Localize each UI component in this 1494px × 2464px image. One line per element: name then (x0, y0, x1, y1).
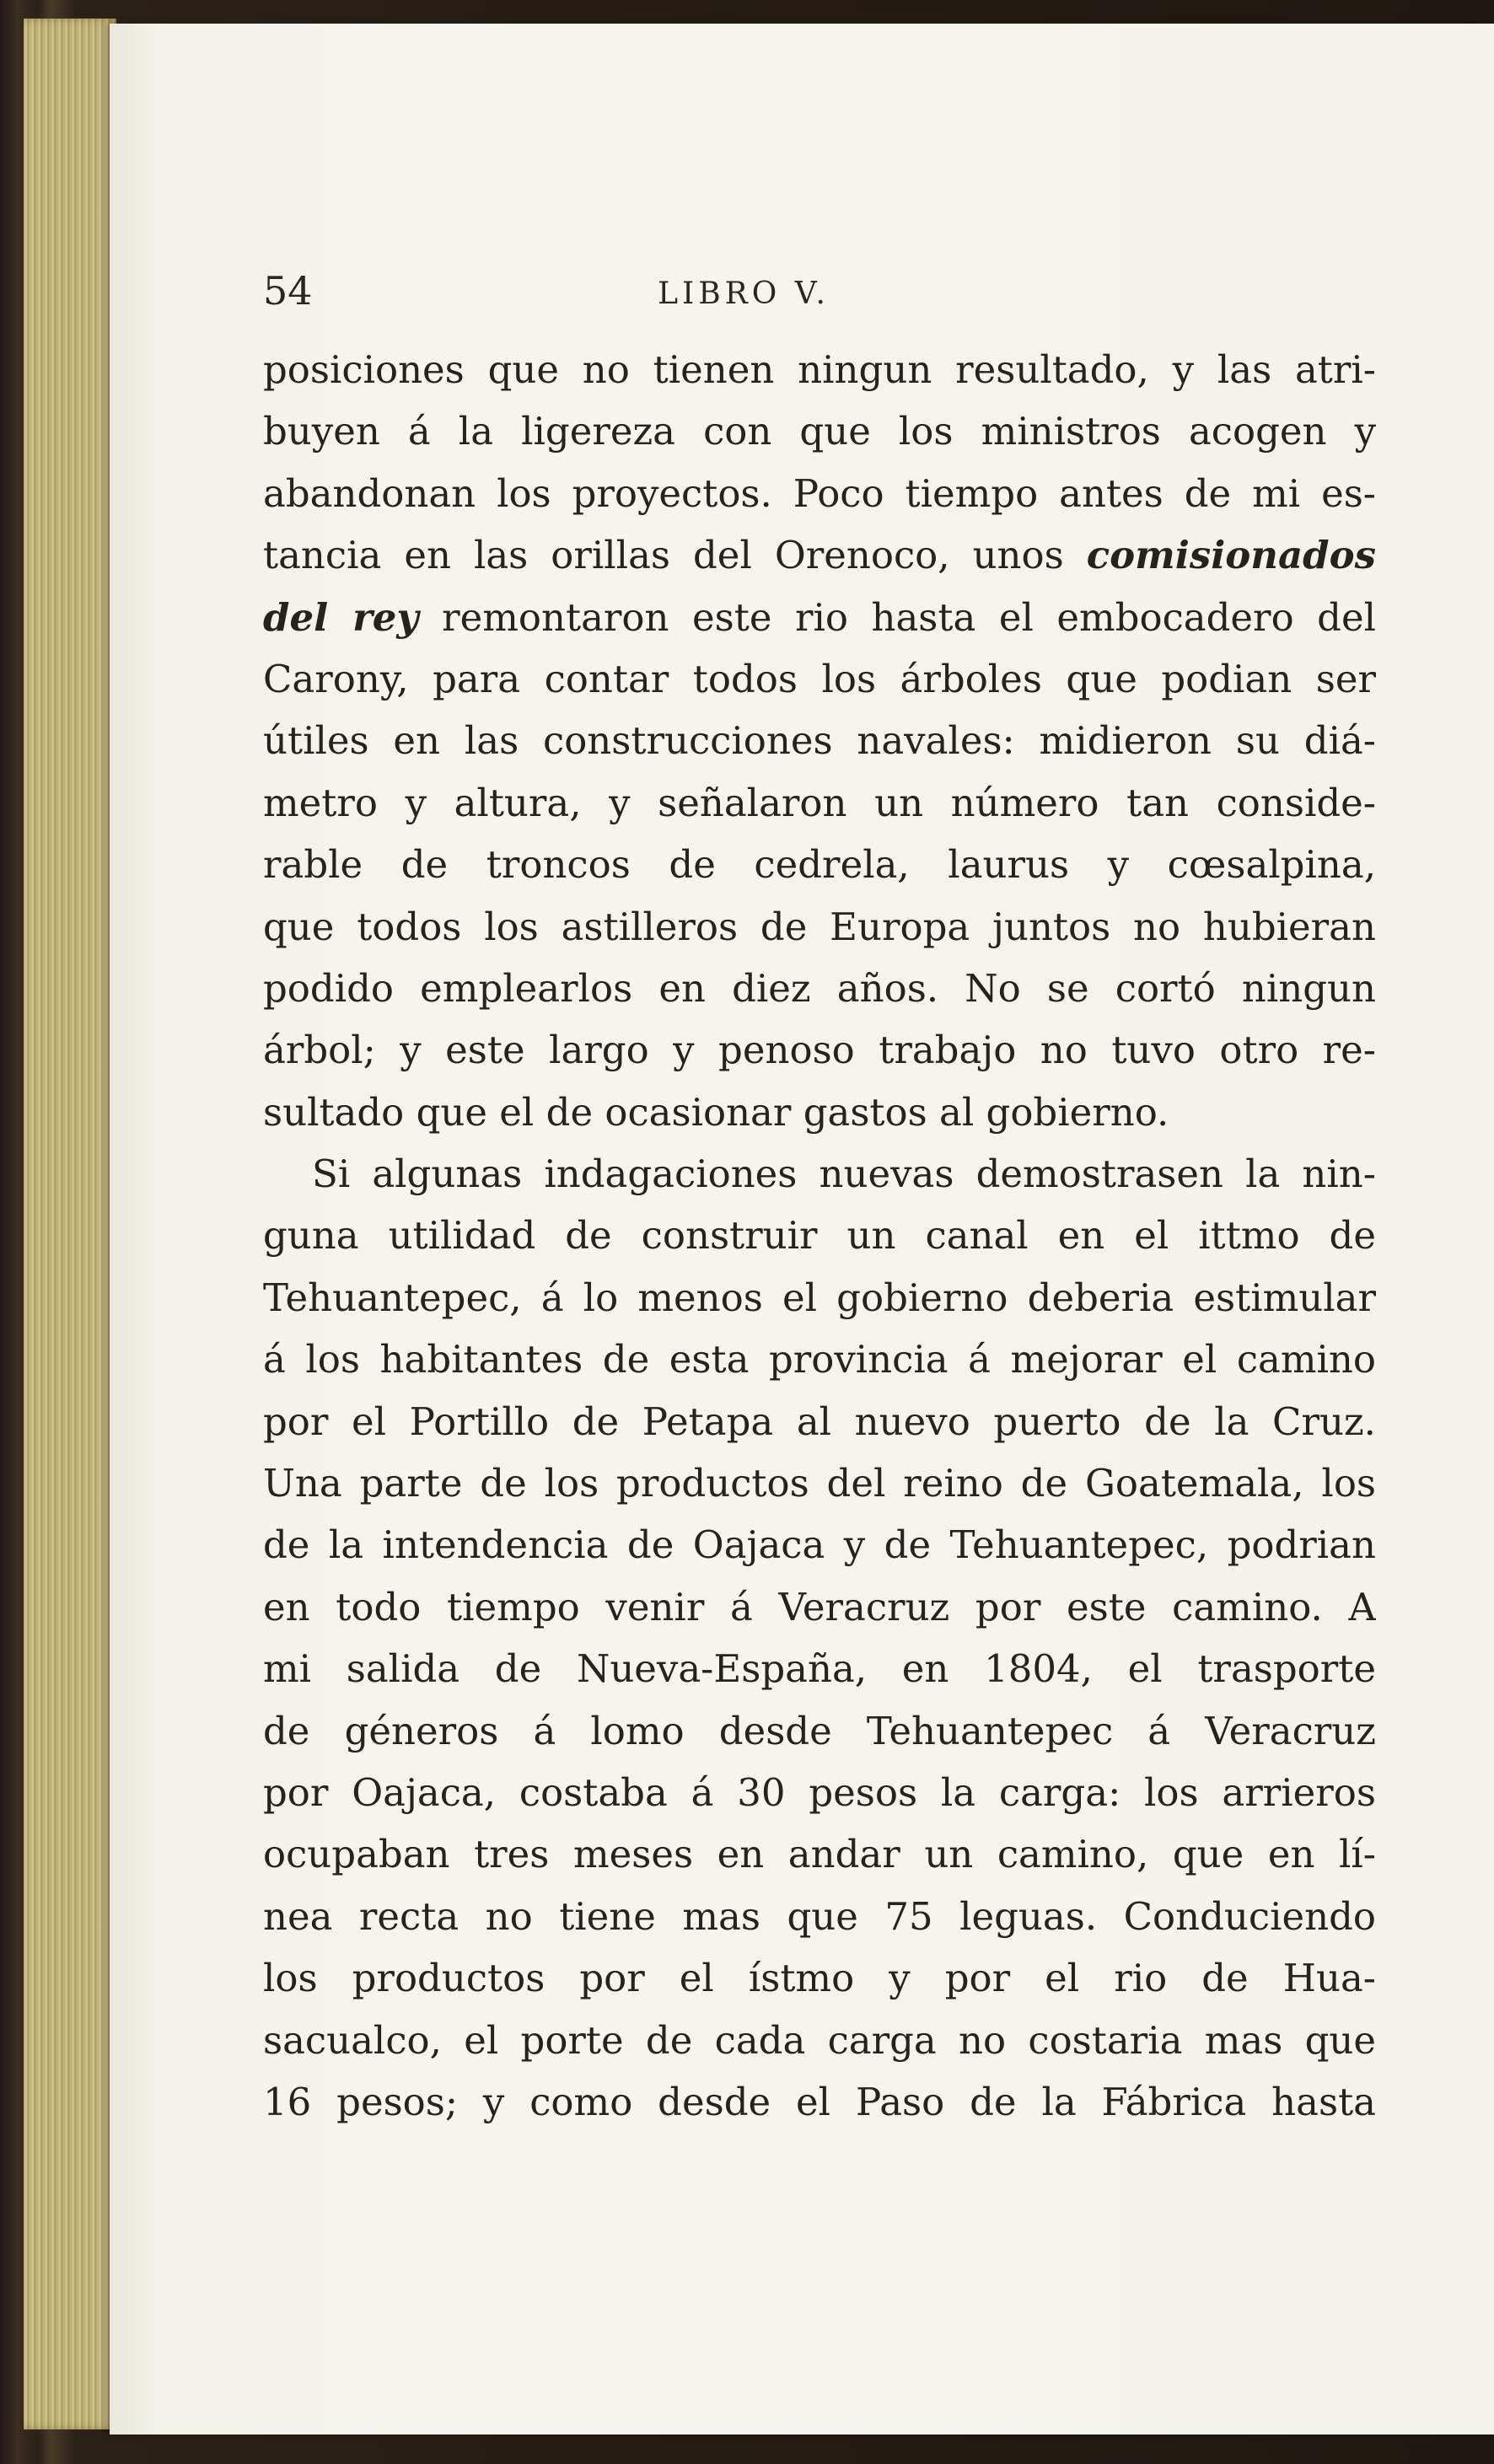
text-line: guna utilidad de construir un canal en el ittmo de (263, 1213, 1376, 1259)
text-line: útiles en las construcciones navales: midieron su diá- (263, 718, 1376, 764)
paragraph-start: Si algunas indagaciones nuevas demostrasen la nin- (312, 1151, 1376, 1197)
text-line: á los habitantes de esta provincia á mejorar el camino (263, 1337, 1376, 1382)
italic-phrase: del rey (263, 594, 419, 640)
text-line: Carony, para contar todos los árboles que podian ser (263, 656, 1376, 701)
running-head: LIBRO V. (658, 276, 830, 311)
page-header (263, 268, 1376, 327)
text-line: metro y altura, y señalaron un número tan conside- (263, 780, 1376, 825)
text-line: nea recta no tiene mas que 75 leguas. Conduciendo (263, 1893, 1376, 1939)
text-line: 16 pesos; y como desde el Paso de la Fábrica hasta (263, 2079, 1376, 2124)
italic-phrase: comisionados (1086, 533, 1376, 578)
text-line: Una parte de los productos del reino de Goatemala, los (263, 1461, 1376, 1506)
page-edges (24, 19, 116, 2429)
text-line: mi salida de Nueva-España, en 1804, el trasporte (263, 1646, 1376, 1692)
text-line: por el Portillo de Petapa al nuevo puerto de la Cruz. (263, 1398, 1376, 1444)
text-line: en todo tiempo venir á Veracruz por este camino. A (263, 1584, 1376, 1629)
text-line: rable de troncos de cedrela, laurus y cœsalpina, (263, 842, 1376, 888)
body-text (263, 339, 1376, 2133)
page-number: 54 (263, 268, 313, 314)
text-line: ocupaban tres meses en andar un camino, que en lí- (263, 1832, 1376, 1877)
text-line: buyen á la ligereza con que los ministros acogen y (263, 409, 1376, 454)
text-line: sultado que el de ocasionar gastos al gobierno. (263, 1089, 1169, 1135)
text-line: por Oajaca, costaba á 30 pesos la carga: los arrieros (263, 1769, 1376, 1815)
text-line: que todos los astilleros de Europa juntos no hubieran (263, 904, 1376, 949)
text-line: del rey remontaron este rio hasta el embocadero del (263, 594, 1376, 640)
text-line: los productos por el ístmo y por el rio de Hua- (263, 1956, 1376, 2001)
text-line: de la intendencia de Oajaca y de Tehuantepec, podrian (263, 1522, 1376, 1568)
text-line: Tehuantepec, á lo menos el gobierno deberia estimular (263, 1275, 1376, 1320)
text-line: árbol; y este largo y penoso trabajo no tuvo otro re- (263, 1028, 1376, 1073)
text-line: de géneros á lomo desde Tehuantepec á Veracruz (263, 1708, 1376, 1753)
text-line: podido emplearlos en diez años. No se cortó ningun (263, 965, 1376, 1011)
text-line: sacualco, el porte de cada carga no costaria mas que (263, 2017, 1376, 2063)
text-line: posiciones que no tienen ningun resultado, y las atri- (263, 347, 1376, 392)
text-line: abandonan los proyectos. Poco tiempo antes de mi es- (263, 470, 1376, 516)
text-line: tancia en las orillas del Orenoco, unos comisionados (263, 533, 1376, 578)
